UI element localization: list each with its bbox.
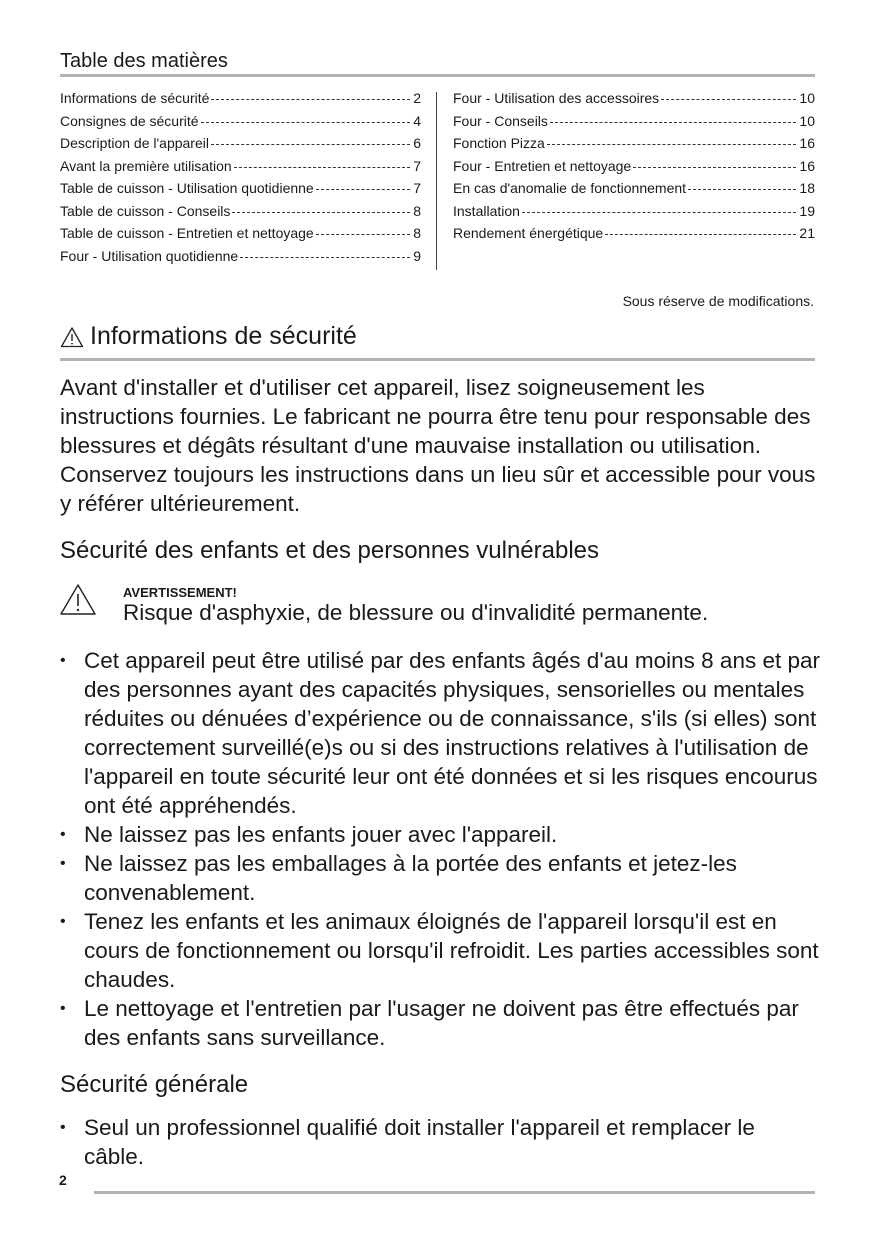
section-title: Informations de sécurité <box>90 322 357 350</box>
list-item-text: Seul un professionnel qualifié doit installer l'appareil et remplacer le câble. <box>84 1115 755 1169</box>
toc-entry-page: 7 <box>413 180 421 196</box>
children-bullet-list <box>60 646 820 1052</box>
bullet-marker: • <box>60 855 66 872</box>
toc-leader <box>316 234 410 235</box>
toc-entry[interactable] <box>60 203 421 226</box>
toc-title-rule <box>60 74 815 77</box>
warning-icon <box>58 582 98 618</box>
section-rule <box>60 358 815 361</box>
toc-entry-page: 16 <box>799 157 815 174</box>
toc-entry-page: 6 <box>413 135 421 151</box>
toc-entry-label: Table de cuisson - Entretien et nettoyage <box>60 225 314 241</box>
section-heading <box>60 322 357 351</box>
toc-leader <box>232 212 410 213</box>
bullet-marker: • <box>60 1119 66 1136</box>
toc-leader <box>605 234 796 235</box>
toc-entry-page: 18 <box>799 180 815 196</box>
list-item-text: Le nettoyage et l'entretien par l'usager ne doivent pas être effectués par des enfants sans surveillance. <box>84 996 799 1050</box>
toc-entry[interactable] <box>60 158 421 181</box>
toc-entry-page: 21 <box>799 225 815 241</box>
toc-entry-page: 2 <box>413 90 421 106</box>
page-number: 2 <box>59 1172 67 1188</box>
footer-rule <box>94 1191 815 1194</box>
toc-entry-page: 4 <box>413 112 421 129</box>
intro-paragraph: Avant d'installer et d'utiliser cet appareil, lisez soigneusement les instructions fournies. Le fabricant ne pourra être tenu pour responsable des blessures et dégâts résultant d'une mauvaise installation ou utilisation. Conservez toujours les instructions dans un lieu sûr et accessible pour vous y référer ultérieurement. <box>60 375 816 516</box>
toc-entry-label: En cas d'anomalie de fonctionnement <box>453 180 687 196</box>
toc-entry-label: Four - Utilisation des accessoires <box>453 90 660 106</box>
toc-entry-page: 19 <box>799 202 815 219</box>
toc-leader <box>316 189 410 190</box>
toc-title: Table des matières <box>60 50 228 72</box>
toc-leader <box>547 144 797 145</box>
toc-entry-page: 9 <box>413 247 421 264</box>
toc-leader <box>211 144 410 145</box>
toc-entry[interactable] <box>453 203 815 226</box>
toc-leader <box>211 99 410 100</box>
toc-entry-label: Description de l'appareil <box>60 135 209 151</box>
toc-entry[interactable] <box>60 135 421 158</box>
toc-leader <box>688 189 796 190</box>
toc-entry-label: Rendement énergétique <box>453 225 604 241</box>
list-item <box>60 1113 820 1171</box>
toc-entry[interactable] <box>453 113 815 136</box>
toc-entry-page: 16 <box>799 135 815 151</box>
toc-entry-label: Four - Conseils <box>453 112 548 129</box>
modification-note: Sous réserve de modifications. <box>622 293 814 309</box>
toc-leader <box>240 257 410 258</box>
toc-leader <box>234 167 410 168</box>
list-item-text: Ne laissez pas les emballages à la portée des enfants et jetez-les convenablement. <box>84 851 737 905</box>
warning-triangle-icon <box>60 326 84 348</box>
toc-entry-page: 8 <box>413 225 421 241</box>
warning-text: Risque d'asphyxie, de blessure ou d'invalidité permanente. <box>123 600 709 625</box>
toc-entry[interactable] <box>453 90 815 113</box>
children-heading: Sécurité des enfants et des personnes vulnérables <box>60 537 600 564</box>
toc-entry[interactable] <box>60 90 421 113</box>
list-item <box>60 994 820 1052</box>
toc-entry-page: 10 <box>799 90 815 106</box>
bullet-marker: • <box>60 826 66 843</box>
list-item-text: Cet appareil peut être utilisé par des enfants âgés d'au moins 8 ans et par des personnes ayant des capacités physiques, sensorielles ou mentales réduites ou dénuées d’expérience ou de connaissance, s'ils (si elles) sont correctement surveillé(e)s ou si des instructions relatives à l'utilisation de l'appareil en toute sécurité leur ont été données et si les risques encourus ont été appréhendés. <box>84 648 820 818</box>
toc-entry-label: Installation <box>453 202 520 219</box>
toc-left-column <box>60 90 421 270</box>
bullet-marker: • <box>60 913 66 930</box>
toc-leader <box>201 122 411 123</box>
general-heading: Sécurité générale <box>60 1071 249 1098</box>
warning-label: AVERTISSEMENT! <box>123 585 237 600</box>
toc-entry-page: 7 <box>413 157 421 174</box>
toc-entry-label: Four - Entretien et nettoyage <box>453 157 632 174</box>
toc-right-column <box>453 90 815 248</box>
toc-entry[interactable] <box>453 158 815 181</box>
general-bullet-list <box>60 1113 820 1171</box>
toc-entry[interactable] <box>453 225 815 248</box>
toc-entry-label: Informations de sécurité <box>60 90 210 106</box>
toc-entry-label: Fonction Pizza <box>453 135 545 151</box>
toc-entry[interactable] <box>60 248 421 271</box>
toc-column-divider <box>436 92 437 270</box>
list-item <box>60 849 820 907</box>
toc-entry[interactable] <box>60 113 421 136</box>
list-item <box>60 820 820 849</box>
toc-entry-label: Avant la première utilisation <box>60 157 232 174</box>
list-item-text: Ne laissez pas les enfants jouer avec l'appareil. <box>84 822 558 847</box>
toc-entry-label: Table de cuisson - Utilisation quotidienne <box>60 180 314 196</box>
toc-leader <box>550 122 797 123</box>
toc-entry-label: Four - Utilisation quotidienne <box>60 247 239 264</box>
toc-leader <box>661 99 796 100</box>
bullet-marker: • <box>60 652 66 669</box>
toc-entry-label: Consignes de sécurité <box>60 112 199 129</box>
toc-entry[interactable] <box>60 180 421 203</box>
toc-leader <box>522 212 796 213</box>
toc-entry-page: 8 <box>413 202 421 219</box>
toc-entry[interactable] <box>453 135 815 158</box>
list-item <box>60 907 820 994</box>
toc-entry[interactable] <box>60 225 421 248</box>
list-item <box>60 646 820 820</box>
toc-entry[interactable] <box>453 180 815 203</box>
list-item-text: Tenez les enfants et les animaux éloignés de l'appareil lorsqu'il est en cours de fonctionnement ou lorsqu'il refroidit. Les parties accessibles sont chaudes. <box>84 909 819 992</box>
toc-entry-page: 10 <box>799 112 815 129</box>
toc-leader <box>633 167 796 168</box>
bullet-marker: • <box>60 1000 66 1017</box>
toc-entry-label: Table de cuisson - Conseils <box>60 202 231 219</box>
